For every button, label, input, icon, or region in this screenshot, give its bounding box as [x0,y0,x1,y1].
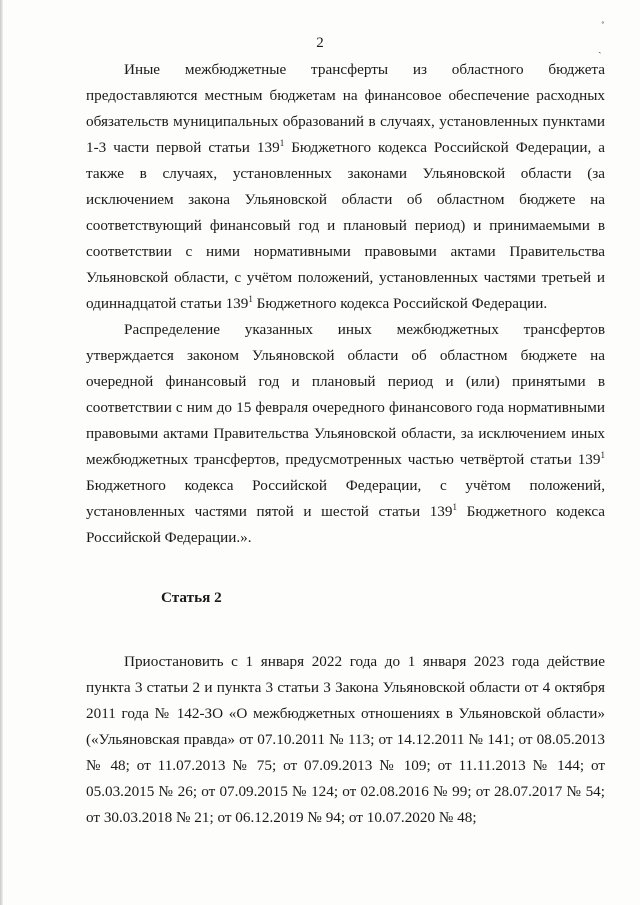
scan-speck: ˏ [598,42,602,54]
scan-speck: ˚ [601,20,605,32]
paragraph-suspension: Приостановить с 1 января 2022 года до 1 января 2023 года действие пункта 3 статьи 2 и пункта 3 статьи 3 Закона Ульяновской области от 4 октября 2011 года № 142-ЗО «О межбюджетных отношениях в Ульяновской области» («Ульяновская правда» от 07.10.2011 № 113; от 14.12.2011 № 141; от 08.05.2013 № 48; от 11.07.2013 № 75; от 07.09.2013 № 109; от 11.11.2013 № 144; от 05.03.2015 № 26; от 07.09.2015 № 124; от 02.08.2016 № 99; от 28.07.2017 № 54; от 30.03.2018 № 21; от 06.12.2019 № 94; от 10.07.2020 № 48; [86,653,605,826]
page-number: 2 [316,35,324,51]
article-heading: Статья 2 [161,589,222,606]
document-body [86,57,605,831]
paragraph-distribution: Распределение указанных иных межбюджетных трансфертов утверждается законом Ульяновской области об областном бюджете на очередной финансовый год и плановый период и (или) принятыми в соответствии с ним до 15 февраля очередного финансового года нормативными правовыми актами Правительства Ульяновской области, за исключением иных межбюджетных трансфертов, предусмотренных частью четвёртой статьи $139^1$ Бюджетного кодекса Российской Федерации, с учётом положений, установленных частями пятой и шестой статьи $139^1$ Бюджетного кодекса Российской Федерации.». [86,321,605,546]
scan-left-edge [0,0,3,905]
paragraph-transfers: Иные межбюджетные трансферты из областного бюджета предоставляются местным бюджетам на финансовое обеспечение расходных обязательств муниципальных образований в случаях, установленных пунктами 1-3 части первой статьи $139^1$ Бюджетного кодекса Российской Федерации, а также в случаях, установленных законами Ульяновской области (за исключением закона Ульяновской области об областном бюджете на соответствующий финансовый год и плановый период) и принимаемыми в соответствии с ними нормативными правовыми актами Правительства Ульяновской области, с учётом положений, установленных частями третьей и одиннадцатой статьи $139^1$ Бюджетного кодекса Российской Федерации. [86,61,605,312]
